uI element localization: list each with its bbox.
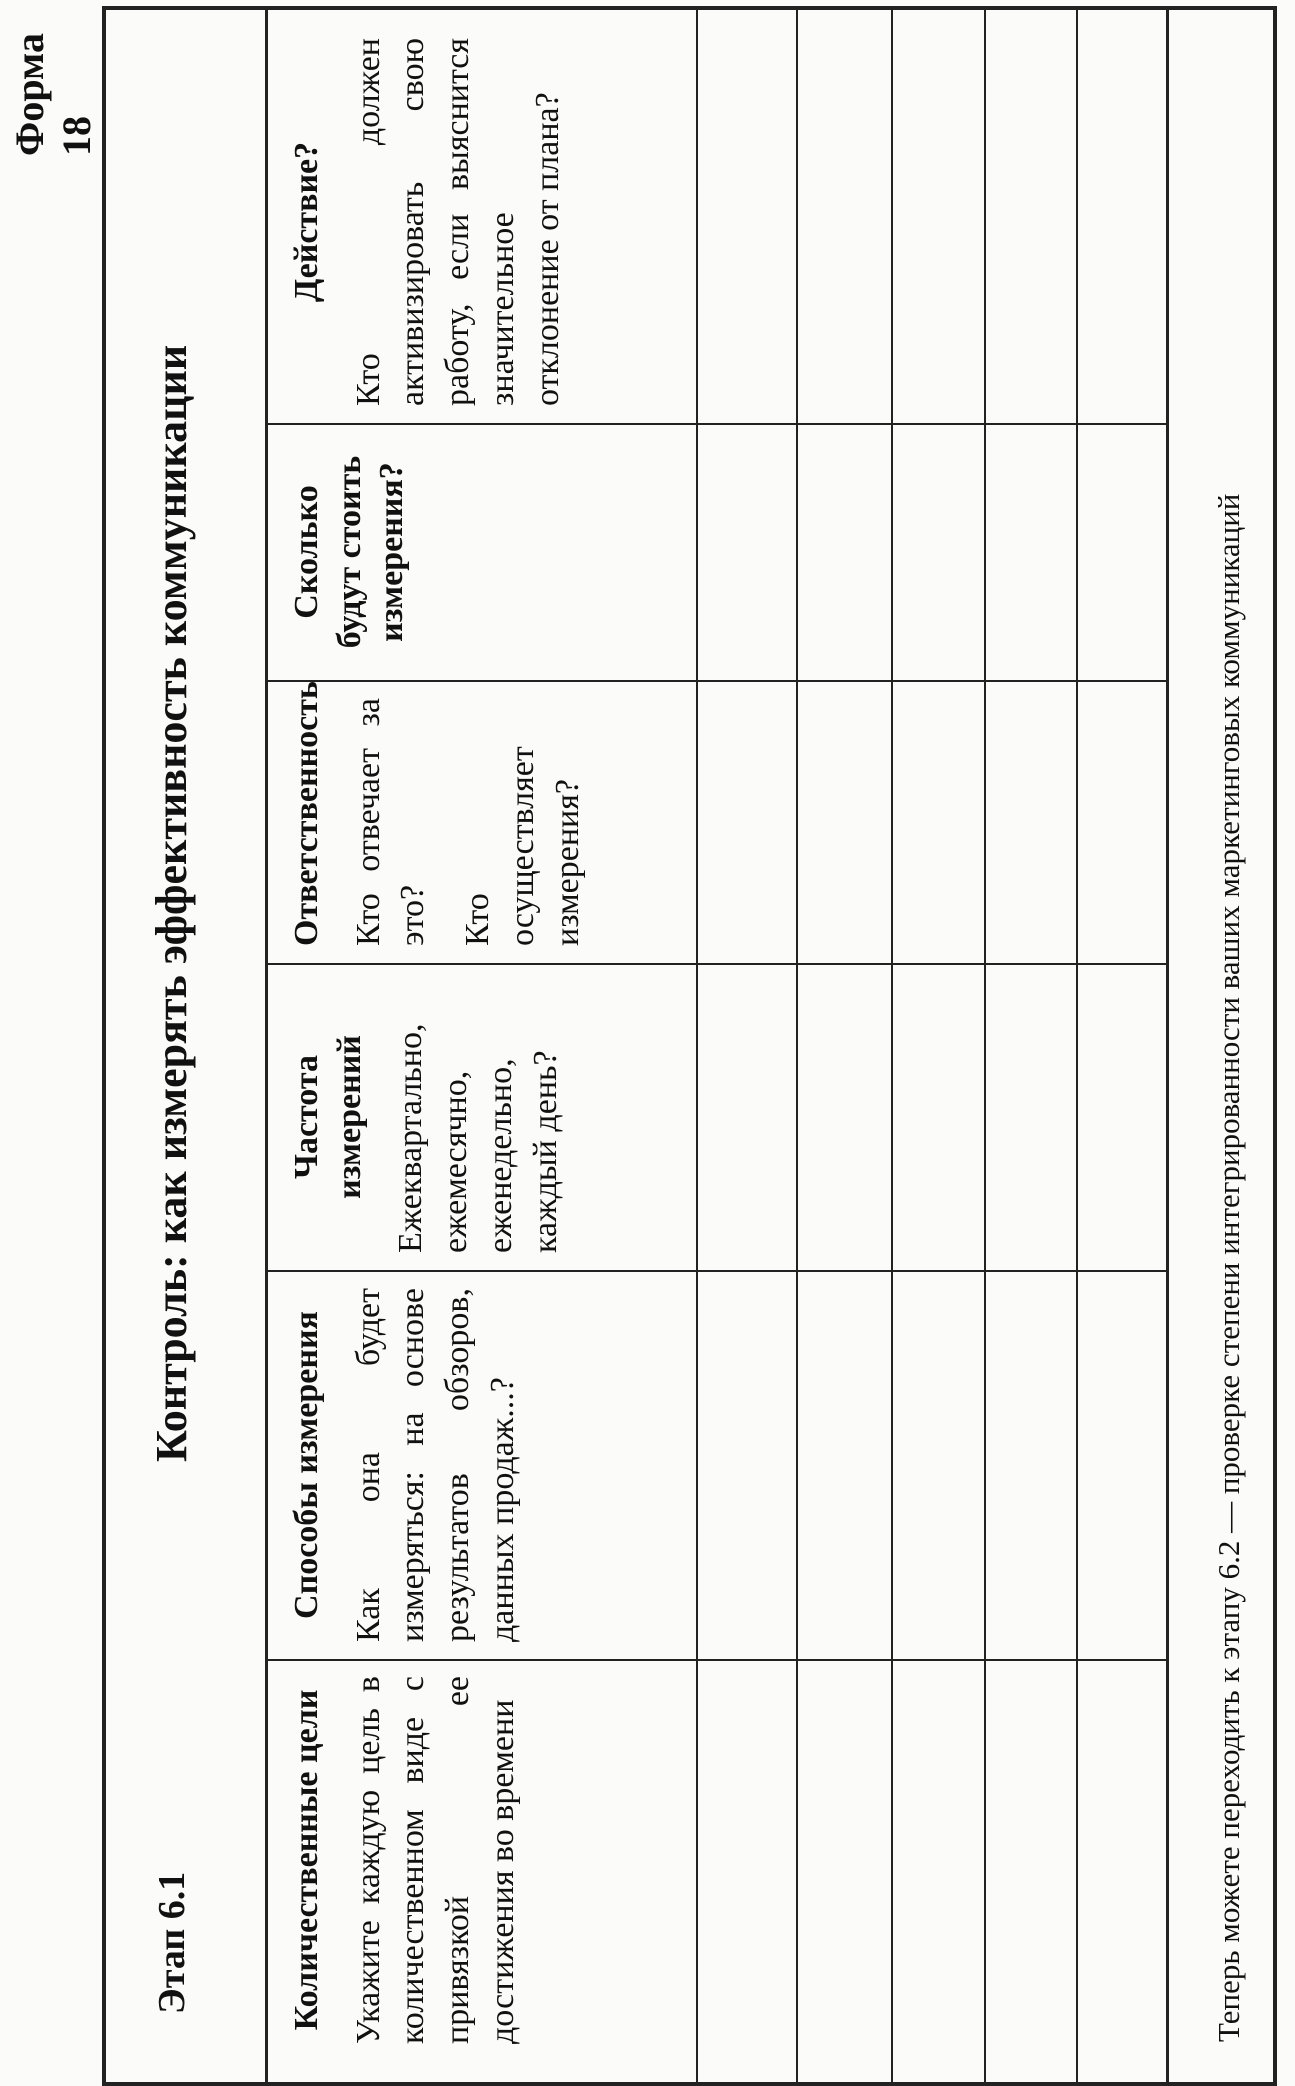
column-heading: Количественные цели (288, 1689, 325, 2031)
column-action (286, 22, 591, 422)
row-divider (891, 10, 893, 2082)
column-methods (286, 1272, 546, 1658)
table-header-area (106, 10, 267, 2082)
row-divider (696, 10, 698, 2082)
stage-label: Этап 6.1 (151, 1871, 193, 2014)
row-divider (984, 10, 986, 2082)
column-targets (286, 1660, 546, 2060)
column-text: Кто должен активизировать свою работу, если выяснится значительное отклонение от плана? (349, 38, 566, 406)
column-frequency (286, 965, 589, 1269)
column-heading: Действие? (288, 141, 325, 303)
footer-divider (1166, 10, 1169, 2082)
row-divider (796, 10, 798, 2082)
footer-note: Теперь можете переходить к этапу 6.2 — проверке степени интегрированности ваших маркетинговых коммуникаций (1211, 493, 1246, 2042)
form-table (102, 6, 1277, 2086)
column-heading: Ответственность (288, 681, 325, 946)
column-responsibility (286, 682, 611, 962)
column-text: Укажите каждую цель в количественном виде с привязкой ее достижения во времени (349, 1676, 522, 2044)
column-cost (286, 425, 432, 679)
form-label: Форма 18 (7, 33, 99, 156)
column-text: Ежеквартально, ежемесячно, еженедельно, каждый день? (392, 1023, 564, 1253)
column-text-2: Кто осуществляет измерения? (459, 746, 586, 946)
header-divider (265, 10, 268, 2082)
column-heading: Способы измерения (288, 1311, 325, 1619)
row-divider (1076, 10, 1078, 2082)
column-heading: Сколько будут стоить измерения? (288, 455, 410, 649)
column-text: Как она будет измеряться: на основе результатов обзоров, данных продаж...? (349, 1288, 522, 1642)
column-heading: Частота измерений (288, 1035, 368, 1199)
column-text: Кто отвечает за это? (349, 698, 432, 946)
table-title: Контроль: как измерять эффективность коммуникации (147, 344, 196, 1462)
